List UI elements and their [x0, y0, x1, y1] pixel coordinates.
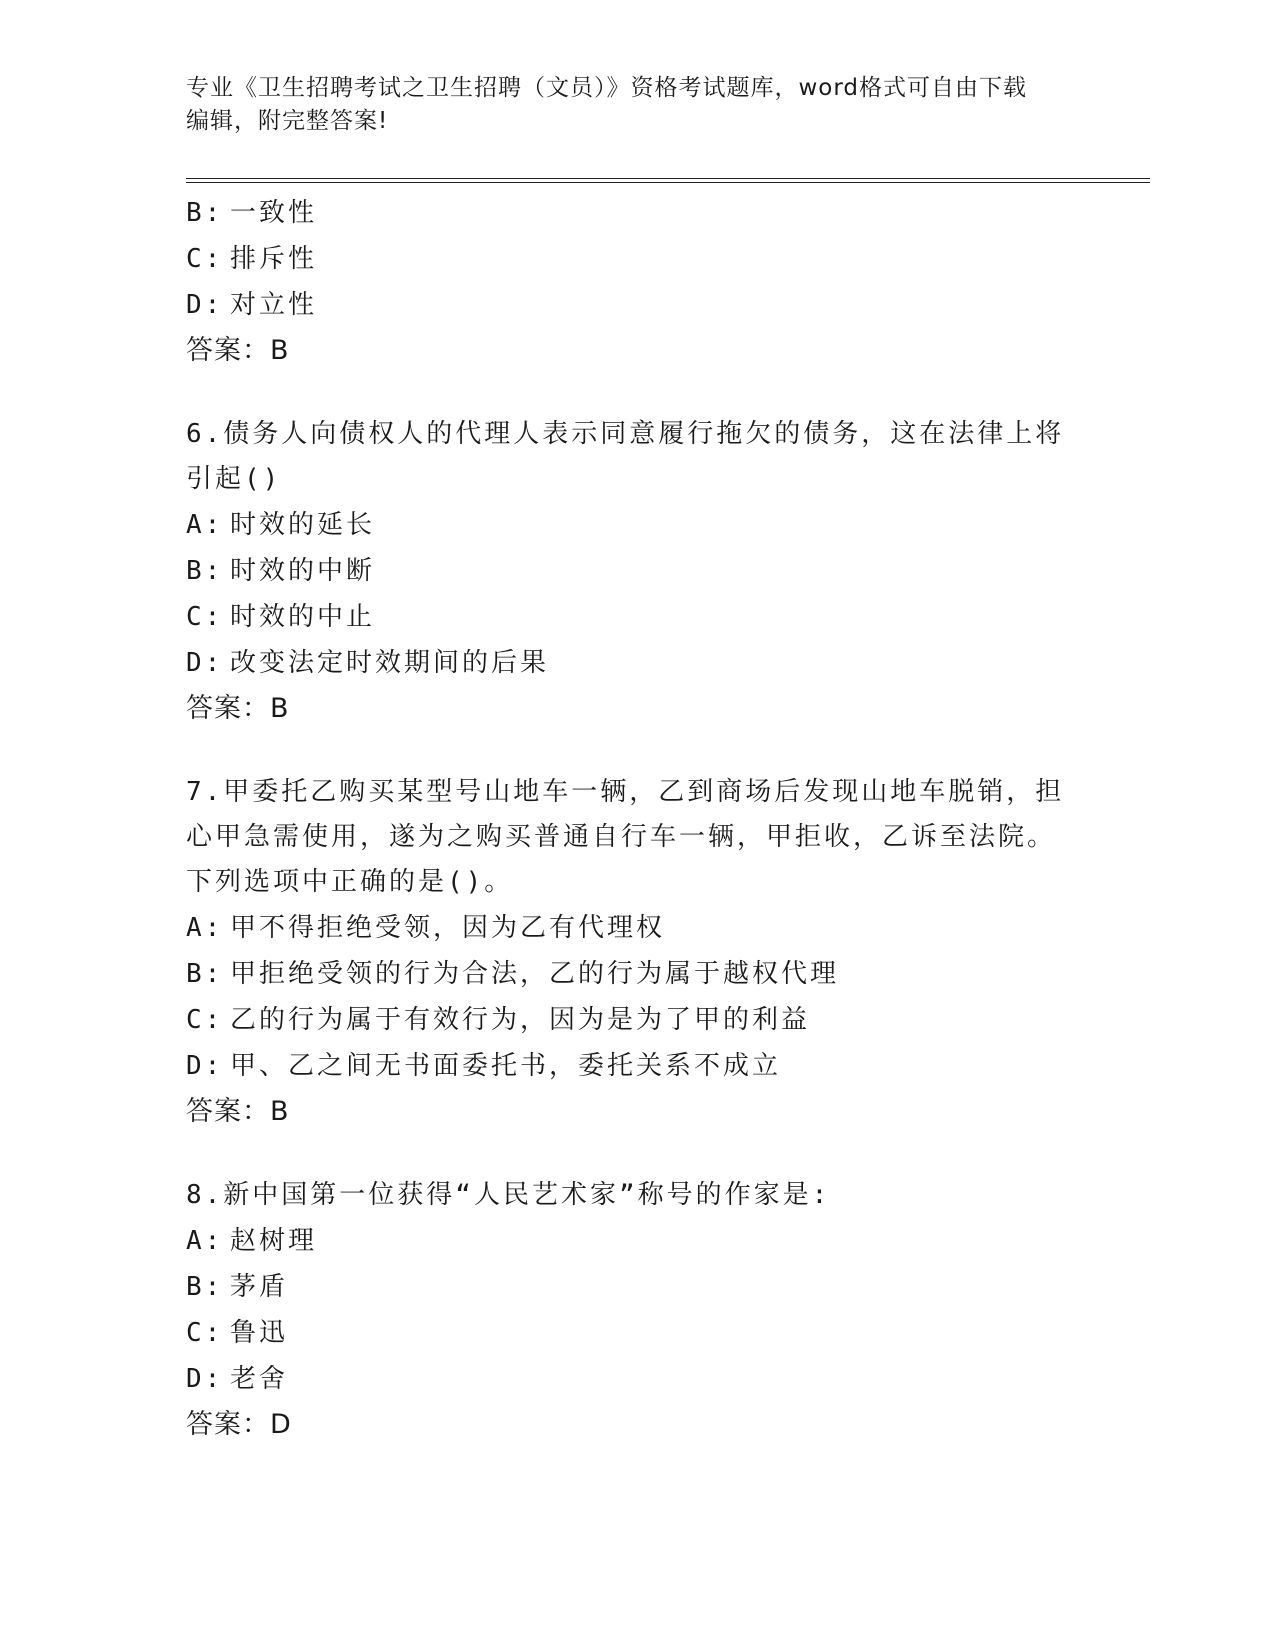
- question-6: [186, 412, 1066, 732]
- option-b: [186, 548, 1066, 594]
- option-d: [186, 282, 1066, 328]
- question-stem-line: 7.甲委托乙购买某型号山地车一辆，乙到商场后发现山地车脱销，担: [186, 777, 1065, 807]
- option-label: D:: [186, 1051, 224, 1081]
- option-b: [186, 951, 1066, 997]
- option-text: 时效的中止: [230, 602, 376, 632]
- option-label: B:: [186, 1272, 224, 1302]
- question-stem-line: 下列选项中正确的是()。: [186, 867, 514, 897]
- option-label: C:: [186, 1005, 224, 1035]
- question-8: [186, 1173, 1066, 1448]
- option-text: 甲不得拒绝受领，因为乙有代理权: [230, 913, 666, 943]
- option-c: [186, 594, 1066, 640]
- option-label: B:: [186, 959, 224, 989]
- option-text: 甲、乙之间无书面委托书，委托关系不成立: [230, 1051, 782, 1081]
- option-text: 时效的中断: [230, 556, 376, 586]
- option-text: 茅盾: [230, 1272, 289, 1302]
- option-label: A:: [186, 510, 224, 540]
- option-c: [186, 997, 1066, 1043]
- option-c: [186, 1310, 1066, 1356]
- option-d: [186, 1043, 1066, 1089]
- question-stem-line: 6.债务人向债权人的代理人表示同意履行拖欠的债务，这在法律上将: [186, 419, 1065, 449]
- option-label: C:: [186, 1318, 224, 1348]
- option-d: [186, 1356, 1066, 1402]
- option-c: [186, 236, 1066, 282]
- option-text: 甲拒绝受领的行为合法，乙的行为属于越权代理: [230, 959, 840, 989]
- option-text: 对立性: [230, 290, 318, 320]
- header-line-1: 专业《卫生招聘考试之卫生招聘（文员）》资格考试题库，word格式可自由下载: [186, 75, 1028, 101]
- option-d: [186, 640, 1066, 686]
- option-text: 改变法定时效期间的后果: [230, 648, 550, 678]
- option-b: [186, 190, 1066, 236]
- option-label: B:: [186, 556, 224, 586]
- question-7: [186, 770, 1066, 1135]
- answer-line: 答案：B: [186, 693, 290, 724]
- option-text: 时效的延长: [230, 510, 376, 540]
- question-5: [186, 190, 1066, 374]
- answer-line: 答案：B: [186, 335, 290, 366]
- option-label: B:: [186, 198, 224, 228]
- option-label: A:: [186, 1226, 224, 1256]
- question-stem-line: 8.新中国第一位获得“人民艺术家”称号的作家是:: [186, 1180, 831, 1210]
- option-label: C:: [186, 244, 224, 274]
- question-list: [186, 190, 1066, 1448]
- option-a: [186, 905, 1066, 951]
- option-label: D:: [186, 1364, 224, 1394]
- answer-line: 答案：B: [186, 1096, 290, 1127]
- option-text: 一致性: [230, 198, 318, 228]
- header-divider: [186, 178, 1150, 183]
- option-b: [186, 1264, 1066, 1310]
- option-label: C:: [186, 602, 224, 632]
- option-label: D:: [186, 290, 224, 320]
- header-line-2: 编辑，附完整答案!: [186, 108, 389, 134]
- document-header: [186, 72, 1086, 138]
- answer-line: 答案：D: [186, 1409, 292, 1440]
- option-a: [186, 502, 1066, 548]
- option-label: D:: [186, 648, 224, 678]
- question-stem-line: 心甲急需使用，遂为之购买普通自行车一辆，甲拒收，乙诉至法院。: [186, 822, 1057, 852]
- question-stem-line: 引起(): [186, 464, 282, 494]
- option-text: 老舍: [230, 1364, 289, 1394]
- option-text: 乙的行为属于有效行为，因为是为了甲的利益: [230, 1005, 811, 1035]
- option-label: A:: [186, 913, 224, 943]
- option-text: 排斥性: [230, 244, 318, 274]
- option-a: [186, 1218, 1066, 1264]
- option-text: 鲁迅: [230, 1318, 289, 1348]
- option-text: 赵树理: [230, 1226, 318, 1256]
